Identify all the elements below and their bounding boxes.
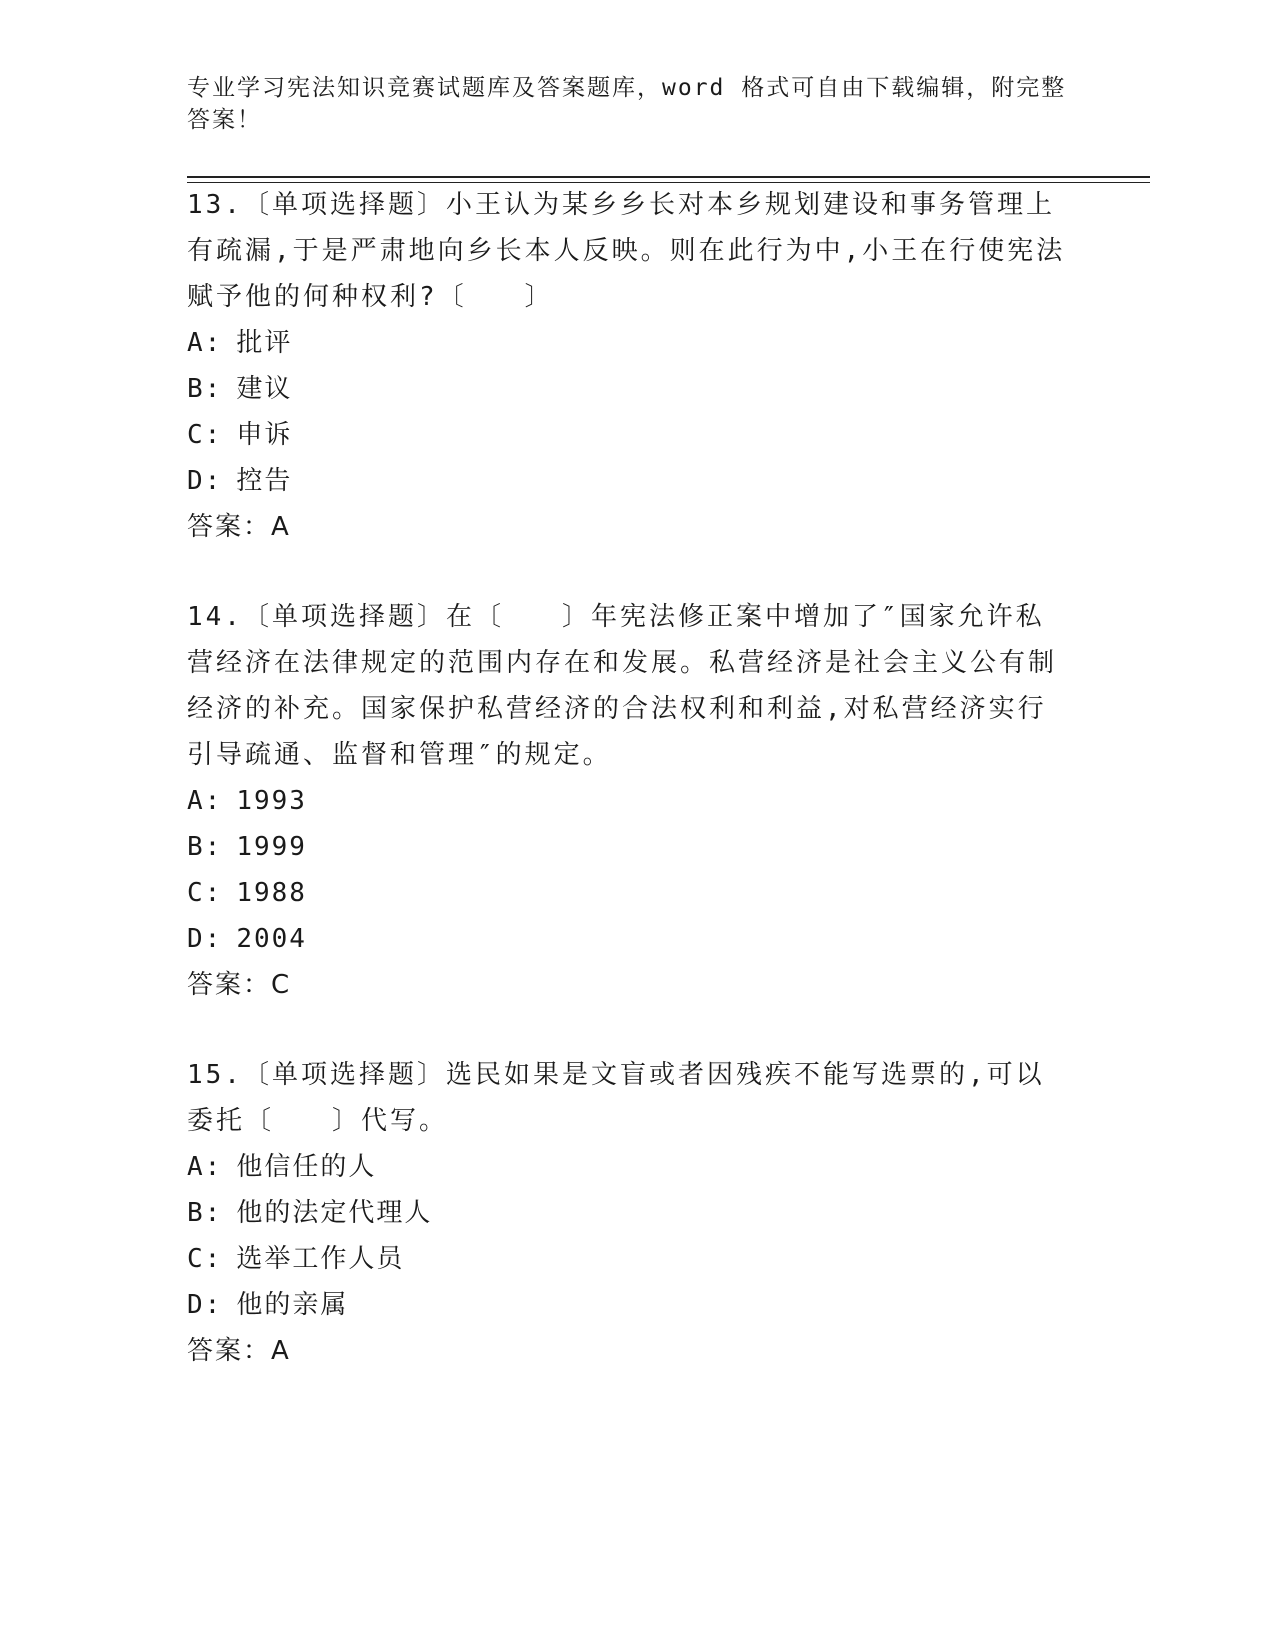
- option-letter: A:: [187, 1152, 223, 1182]
- question-stem: 14.〔单项选择题〕在〔 〕年宪法修正案中增加了″国家允许私营经济在法律规定的范围内存在和发展。私营经济是社会主义公有制经济的补充。国家保护私营经济的合法权利和利益,对私营经济实行引导疏通、监督和管理″的规定。: [187, 602, 1058, 770]
- option-letter: B:: [187, 832, 223, 862]
- option-text: 申诉: [236, 420, 293, 450]
- option-letter: B:: [187, 374, 223, 404]
- option-a: [187, 1144, 1067, 1190]
- option-text: 1993: [236, 786, 307, 816]
- option-letter: D:: [187, 924, 223, 954]
- option-text: 批评: [236, 328, 293, 358]
- option-text: 他的亲属: [236, 1290, 349, 1320]
- option-c: [187, 412, 1067, 458]
- option-letter: C:: [187, 1244, 223, 1274]
- option-text: 选举工作人员: [236, 1244, 405, 1274]
- answer-line: 答案：A: [187, 512, 291, 542]
- option-c: [187, 870, 1067, 916]
- option-letter: A:: [187, 786, 223, 816]
- answer-line: 答案：A: [187, 1336, 291, 1366]
- option-letter: D:: [187, 1290, 223, 1320]
- option-a: [187, 778, 1067, 824]
- option-a: [187, 320, 1067, 366]
- question-15: [187, 1052, 1067, 1374]
- question-13: [187, 182, 1067, 550]
- option-letter: D:: [187, 466, 223, 496]
- question-stem: 15.〔单项选择题〕选民如果是文盲或者因残疾不能写选票的,可以委托〔 〕代写。: [187, 1060, 1045, 1136]
- option-letter: A:: [187, 328, 223, 358]
- header-divider-thick: [187, 176, 1150, 178]
- option-d: [187, 916, 1067, 962]
- question-stem: 13.〔单项选择题〕小王认为某乡乡长对本乡规划建设和事务管理上有疏漏,于是严肃地向乡长本人反映。则在此行为中,小王在行使宪法赋予他的何种权利?〔 〕: [187, 190, 1066, 312]
- question-14: [187, 594, 1067, 1008]
- option-text: 建议: [236, 374, 293, 404]
- option-text: 1988: [236, 878, 307, 908]
- answer-line: 答案：C: [187, 970, 292, 1000]
- option-text: 控告: [236, 466, 293, 496]
- document-header: 专业学习宪法知识竞赛试题库及答案题库，word 格式可自由下载编辑，附完整答案！: [187, 75, 1067, 133]
- option-d: [187, 458, 1067, 504]
- option-c: [187, 1236, 1067, 1282]
- option-letter: B:: [187, 1198, 223, 1228]
- option-text: 他信任的人: [236, 1152, 377, 1182]
- option-text: 1999: [236, 832, 307, 862]
- option-letter: C:: [187, 420, 223, 450]
- option-b: [187, 366, 1067, 412]
- option-d: [187, 1282, 1067, 1328]
- option-b: [187, 1190, 1067, 1236]
- option-b: [187, 824, 1067, 870]
- option-text: 他的法定代理人: [236, 1198, 433, 1228]
- option-text: 2004: [236, 924, 307, 954]
- option-letter: C:: [187, 878, 223, 908]
